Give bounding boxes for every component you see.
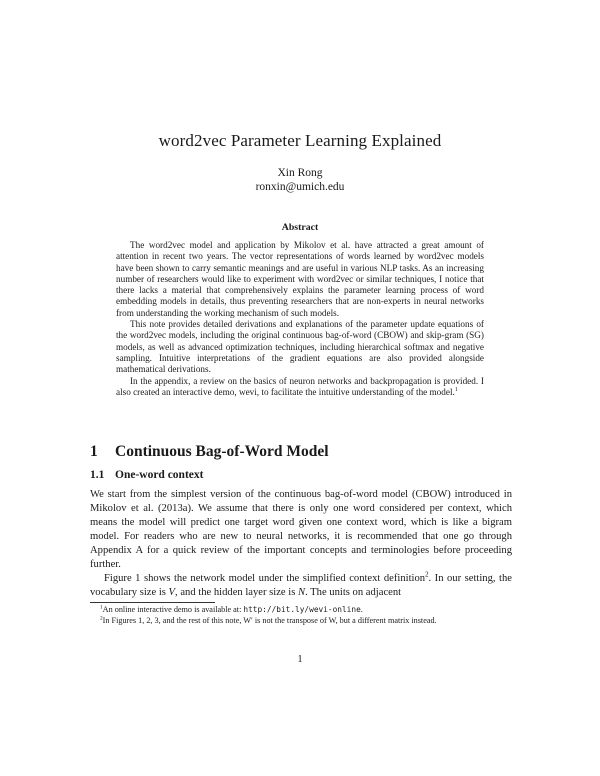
subsection-title: One-word context [115,469,204,481]
math-var: V [168,587,176,598]
author-name: Xin Rong [277,167,323,179]
body-text-run: , and the hidden layer size is [175,587,298,598]
author-email: ronxin@umich.edu [255,181,345,193]
body-paragraph [90,572,512,600]
footnote [90,616,512,627]
author-block [0,166,600,194]
body-text [90,488,512,600]
footnote-mark: 1 [454,386,458,393]
footnotes [90,605,512,626]
footnote-text: In Figures 1, 2, 3, and the rest of this note, W′ is not the transpose of W, but a different matrix instead. [102,615,437,625]
subsection-heading [90,469,203,481]
footnote-mark: 1 [100,604,103,611]
abstract-paragraph: The word2vec model and application by Mikolov et al. have attracted a great amount of attention in recent two years. The vector representations of words learned by word2vec models have been shown to carry semantic meanings and are useful in various NLP tasks. As an increasing number of researchers would like to experiment with word2vec or similar techniques, I notice that there lacks a material that comprehensively explains the parameter learning process of word embedding models in details, thus preventing researchers that are non-experts in neural networks from understanding the working mechanism of such models. [116,240,484,318]
section-heading [90,443,329,461]
footnote-mark: 2 [425,571,429,579]
section-title: Continuous Bag-of-Word Model [115,443,329,460]
math-var: N [298,587,306,598]
abstract-paragraph [116,376,484,399]
footnote-text: . [360,605,363,614]
footnote [90,605,512,616]
subsection-number: 1.1 [90,469,105,481]
abstract-paragraph-text: In the appendix, a review on the basics of neuron networks and backpropagation is provided. I also created an interactive demo, wevi, to facilitate the intuitive understanding of the model. [116,375,484,397]
abstract-paragraph: This note provides detailed derivations and explanations of the parameter update equations of the word2vec models, including the original continuous bag-of-word (CBOW) and skip-gram (SG) models, as well as advanced optimization techniques, including hierarchical softmax and negative sampling. Intuitive interpretations of the gradient equations are also provided alongside mathematical derivations. [116,319,484,375]
section-number: 1 [90,443,98,460]
paper-title: word2vec Parameter Learning Explained [158,131,442,150]
abstract-body [116,240,484,398]
footnote-rule [90,602,215,603]
body-paragraph: We start from the simplest version of the continuous bag-of-word model (CBOW) introduced in Mikolov et al. (2013a). We assume that there is only one word considered per context, which means the model will predict one target word given one context word, which is like a bigram model. For readers who are new to neural networks, it is recommended that one go through Appendix A for a quick review of the important concepts and terminologies before proceeding further. [90,489,512,570]
footnote-link[interactable]: http://bit.ly/wevi-online [243,605,361,614]
footnote-text: An online interactive demo is available at: [102,605,244,614]
abstract-heading: Abstract [281,222,319,233]
body-text-run: . In our setting, the vocabulary size is [90,573,512,598]
body-text-run: Figure 1 shows the network model under the simplified context definition [104,573,426,584]
footnote-mark: 2 [100,614,103,621]
body-text-run: . The units on adjacent [305,587,402,598]
page-number: 1 [297,654,303,665]
